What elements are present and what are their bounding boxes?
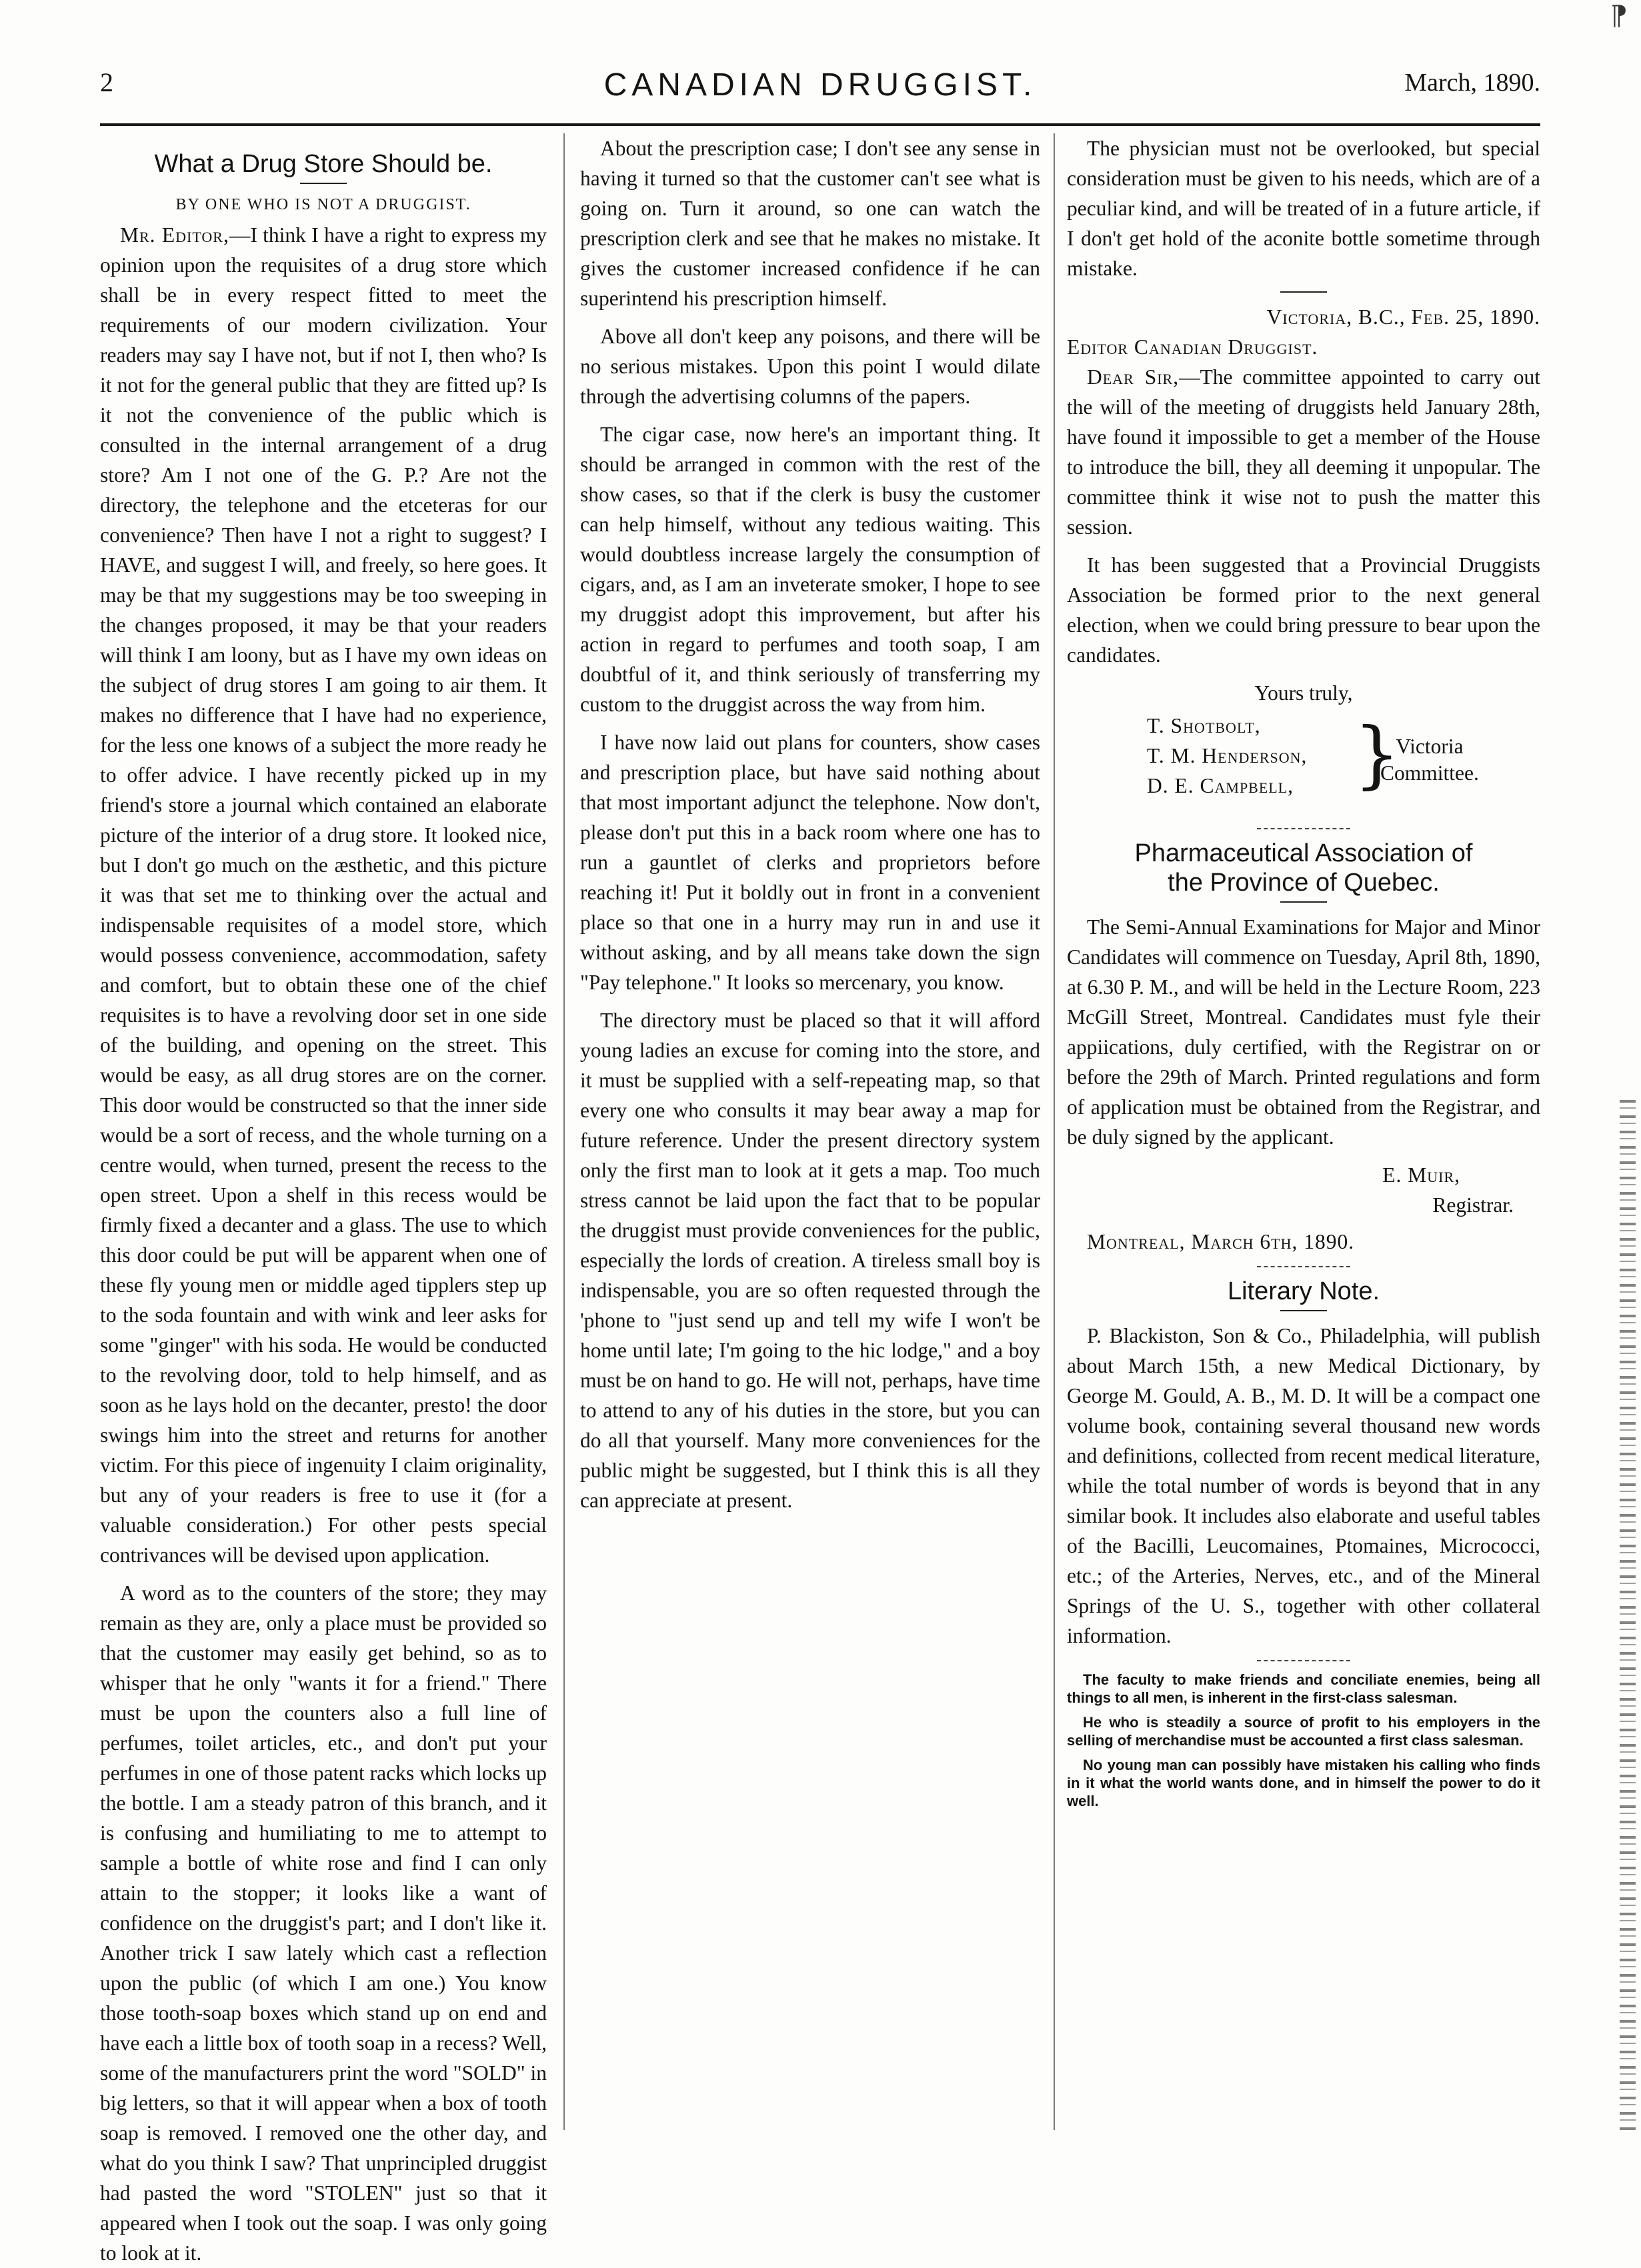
section-rule — [1257, 1266, 1350, 1267]
title-rule — [1280, 1310, 1327, 1311]
letter-salutation: Dear Sir, — [1087, 365, 1180, 389]
committee-label: Victoria Committee. — [1380, 735, 1479, 785]
page-edge-mark: ⁋ — [1610, 1, 1628, 31]
section-rule — [1257, 1660, 1350, 1661]
signer-name: T. Shotbolt, — [1147, 714, 1261, 737]
letter-paragraph: Dear Sir,—The committee appointed to carry out the will of the meeting of druggists held January 28th, have found it impossible to get a member of the House to introduce the bill, they all deeming it unpopular. The committee think it wise not to push the matter this session. — [1067, 365, 1540, 539]
letter-dateline: Victoria, B.C., Feb. 25, 1890. — [1266, 305, 1540, 329]
article-paragraph: Above all don't keep any poisons, and there will be no serious mistakes. Upon this point I would dilate through the advertising columns of the papers. — [580, 325, 1040, 408]
letter-addressee: Editor Canadian Druggist. — [1067, 335, 1318, 359]
article-paragraph: Mr. Editor,—I think I have a right to express my opinion upon the requisites of a drug store which shall be in every respect fitted to meet the requirements of our modern civilization. Your readers may say I have not, but if not I, then who? Is it not for the general public that they are fitted up? Is it not the convenience of the public which is consulted in the internal arrangement of a drug store? Am I not one of the G. P.? Are not the directory, the telephone and the etceteras for our convenience? Then have I not a right to suggest? I HAVE, and suggest I will, and freely, so here goes. It may be that my suggestions may be too sweeping in the changes proposed, it may be that your readers will think I am loony, but as I have my own ideas on the subject of drug stores I am going to air them. It makes no difference that I have had no experience, for the less one knows of a subject the more ready he to offer advice. I have recently picked up in my friend's store a journal which contained an elaborate picture of the interior of a drug store. It looked nice, but I don't go much on the æsthetic, and this picture it was that set me to thinking over the actual and indispensable requisites of a model store, which would possess convenience, accommodation, safety and comfort, but to obtain these one of the chief requisites is to have a revolving door set in one side of the building, and opening on the street. This would be easy, as all drug stores are on the corner. This door would be constructed so that the inner side would be a sort of recess, and the whole turning on a centre would, when turned, present the recess to the open street. Upon a shelf in this recess would be firmly fixed a decanter and a glass. The use to which this door could be put will be apparent when one of these fly young men or middle aged tipplers step up to the soda fountain and with wink and leer asks for some "ginger" with his soda. He would be conducted to the revolving door, told to help himself, and as soon as he lays hold on the decanter, presto! the door swings him into the street and returns for another victim. For this piece of ingenuity I claim originality, but any of your readers is free to use it (for a valuable consideration.) For other pests special contrivances will be devised upon application. — [100, 223, 547, 1567]
column-2 — [580, 133, 1040, 2130]
notice-title: Pharmaceutical Association of the Province of Quebec. — [1134, 839, 1473, 897]
column-3 — [1067, 133, 1540, 2130]
notice-place-date: Montreal, March 6th, 1890. — [1087, 1230, 1355, 1253]
article-paragraph: The cigar case, now here's an important thing. It should be arranged in common with the rest of the show cases, so that if the clerk is busy the customer can help himself, without any tedious waiting. This would doubtless increase largely the consumption of cigars, and, as I am an inveterate smoker, I hope to see my druggist adopt this improvement, but after his action in regard to perfumes and tooth soap, I am doubtful of it, and think seriously of transferring my custom to the druggist across the way from him. — [580, 423, 1040, 716]
quote-item: The faculty to make friends and conciliate enemies, being all things to all men, is inherent in the first-class salesman. — [1067, 1671, 1540, 1706]
article-paragraph: I have now laid out plans for counters, show cases and prescription place, but have said nothing about that most important adjunct the telephone. Now don't, please don't put this in a back room where one has to run a gauntlet of clerks and proprietors before reaching it! Put it boldly out in front in a convenient place so that one in a hurry may run in and use it without asking, and by all means take down the sign "Pay telephone." It looks so mercenary, you know. — [580, 731, 1040, 994]
article-title: What a Drug Store Should be. — [154, 150, 493, 178]
notice-signer-name: E. Muir, — [1382, 1163, 1460, 1187]
page-edge-damage — [1620, 1100, 1636, 2133]
article-paragraph: The physician must not be overlooked, but special consideration must be given to his needs, which are of a peculiar kind, and will be treated of in a future article, if I don't get hold of the aconite bottle sometime through mistake. — [1067, 137, 1540, 280]
brace-glyph: } — [1354, 711, 1400, 797]
title-rule — [300, 183, 347, 184]
column-divider — [1054, 133, 1055, 2130]
header-rule — [100, 123, 1540, 126]
letter-closing: Yours truly, — [1254, 681, 1353, 705]
quote-item: He who is steadily a source of profit to his employers in the selling of merchandise must be accounted a first class salesman. — [1067, 1714, 1540, 1749]
column-divider — [563, 133, 565, 2130]
notice-signer-title: Registrar. — [1432, 1193, 1514, 1217]
page-header — [100, 47, 1540, 113]
signer-name: T. M. Henderson, — [1147, 744, 1308, 767]
page-number: 2 — [100, 67, 113, 97]
signer-list — [1147, 711, 1307, 801]
salutation: Mr. Editor, — [120, 223, 229, 247]
article-byline: BY ONE WHO IS NOT A DRUGGIST. — [175, 196, 471, 213]
title-rule — [1280, 901, 1327, 903]
article-paragraph: The directory must be placed so that it will afford young ladies an excuse for coming into the store, and it must be supplied with a self-repeating map, so that every one who consults it may bear away a map for future reference. Under the present directory system only the first man to look at it gets a map. Too much stress cannot be laid upon the fact that to be popular the druggist must provide conveniences for the public, especially the lords of creation. A tireless small boy is indispensable, you are so often requested through the 'phone to "just send up and tell my wife I won't be home until late; I'm going to the hic lodge," and a boy must be on hand to go. He will not, perhaps, have time to attend to any of his duties in the store, but you can do all that yourself. Many more conveniences for the public might be suggested, but I think this is all they can appreciate at present. — [580, 1009, 1040, 1512]
notice-body: The Semi-Annual Examinations for Major and Minor Candidates will commence on Tuesday, April 8th, 1890, at 6.30 P. M., and will be held in the Lecture Room, 223 McGill Street, Montreal. Candidates must fyle their appiications, duly certified, with the Registrar on or before the 29th of March. Printed regulations and form of application must be obtained from the Registrar, and be duly signed by the applicant. — [1067, 915, 1540, 1149]
literary-note-body: P. Blackiston, Son & Co., Philadelphia, will publish about March 15th, a new Medical Dictionary, by George M. Gould, A. B., M. D. It will be a compact one volume book, containing several thousand new words and definitions, collected from recent medical literature, while the total number of words is beyond that in any similar book. It includes also elaborate and useful tables of the Bacilli, Leucomaines, Ptomaines, Micrococci, etc.; of the Arteries, Nerves, etc., and of the Mineral Springs of the U. S., together with other collateral information. — [1067, 1324, 1540, 1647]
signer-name: D. E. Campbell, — [1147, 774, 1294, 797]
letter-signatures — [1067, 711, 1540, 817]
filler-quotes — [1067, 1671, 1540, 1810]
issue-date: March, 1890. — [1404, 69, 1540, 97]
article-paragraph: A word as to the counters of the store; they may remain as they are, only a place must be provided so that the customer may easily get behind, so as to whisper that he only "wants it for a friend." There must be upon the counters also a full line of perfumes, toilet articles, etc., and don't put your perfumes in one of those patent racks which locks up the bottle. I am a steady patron of this branch, and it is confusing and humiliating to me to attempt to sample a bottle of white rose and find I can only attain to the stopper; it looks like a want of confidence on the druggist's part; and I don't like it. Another trick I saw lately which cast a reflection upon the public (of which I am one.) You know those tooth-soap boxes which stand up on end and have each a little box of tooth soap in a recess? Well, some of the manufacturers print the word "SOLD" in big letters, so that it will appear when a box of tooth soap is removed. I removed one the other day, and what do you think I saw? That unprincipled druggist had pasted the word "STOLEN" just so that it appeared when I took out the soap. I was only going to look at it. — [100, 1581, 547, 2265]
article-paragraph: About the prescription case; I don't see any sense in having it turned so that the customer can't see what is going on. Turn it around, so one can watch the prescription clerk and see that he makes no mistake. It gives the customer increased confidence if he can superintend his prescription himself. — [580, 137, 1040, 310]
section-rule — [1280, 291, 1327, 293]
column-1 — [100, 133, 547, 2265]
journal-title: CANADIAN DRUGGIST. — [603, 67, 1037, 103]
letter-paragraph: It has been suggested that a Provincial Druggists Association be formed prior to the next general election, when we could bring pressure to bear upon the candidates. — [1067, 553, 1540, 667]
literary-note-title: Literary Note. — [1227, 1277, 1380, 1305]
quote-item: No young man can possibly have mistaken his calling who finds in it what the world wants done, and in himself the power to do it well. — [1067, 1757, 1540, 1809]
section-rule — [1257, 828, 1350, 829]
